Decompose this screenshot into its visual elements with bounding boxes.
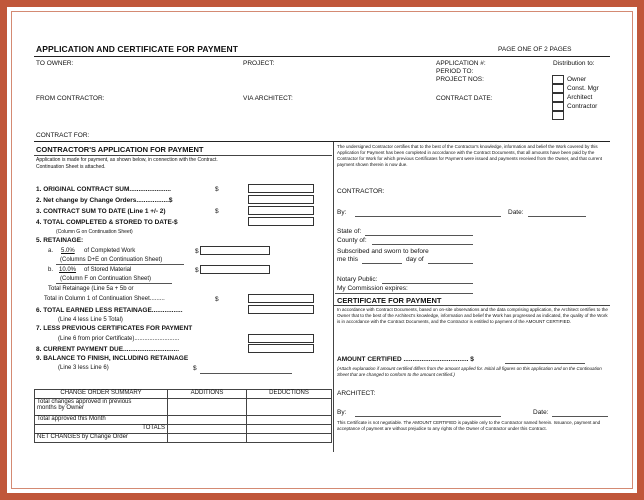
line5b-amount-field[interactable] <box>200 265 270 274</box>
column-divider <box>333 142 334 452</box>
line5-retainage: 5. RETAINAGE: <box>36 237 84 244</box>
net-additions-cell[interactable] <box>168 434 247 443</box>
line9-balance: 9. BALANCE TO FINISH, INCLUDING RETAINAGE <box>36 355 189 362</box>
line2-amount-field[interactable] <box>248 195 314 204</box>
architect-signature-line[interactable] <box>355 416 501 417</box>
line8-amount-field[interactable] <box>248 344 314 353</box>
sworn-month-line[interactable] <box>428 263 473 264</box>
line5b-label: of Stored Material <box>84 267 132 273</box>
change-order-summary-header: CHANGE ORDER SUMMARY <box>35 390 168 399</box>
contract-date-label: CONTRACT DATE: <box>436 95 493 102</box>
line6-amount-field[interactable] <box>248 305 314 314</box>
change-order-table <box>34 389 332 443</box>
change-order-this-month-row <box>35 416 332 425</box>
contract-for-label: CONTRACT FOR: <box>36 132 90 139</box>
distribution-contractor-checkbox[interactable] <box>552 102 564 111</box>
sworn-me-this: me this <box>337 256 358 263</box>
county-of-line[interactable] <box>372 244 473 245</box>
net-changes-label: NET CHANGES by Change Order <box>35 434 168 443</box>
commission-expires-line[interactable] <box>335 293 473 294</box>
certificate-footer-text: This Certificate is not negotiable. The AMOUNT CERTIFIED is payable only to the Contractor named herein. Issuance, payment and acceptance of payment are without prejudice to any rights of the Owner of Contractor under this Contract. <box>337 420 601 431</box>
line3-amount-field[interactable] <box>248 206 314 215</box>
contractor-signature-line[interactable] <box>355 216 501 217</box>
amount-certified-line[interactable] <box>505 363 585 364</box>
line3-dollar: $ <box>215 208 219 215</box>
line4-sub: (Column G on Continuation Sheet) <box>56 229 133 235</box>
sworn-day-of: day of <box>406 256 424 263</box>
project-nos-label: PROJECT NOS: <box>436 76 484 83</box>
distribution-owner-checkbox[interactable] <box>552 75 564 84</box>
from-contractor-label: FROM CONTRACTOR: <box>36 95 105 102</box>
amount-certified-note: (Attach explanation if amount certified differs from the amount applied for. Initial all figures on this application and on the Continuation Sheet that are changed to conform to the amount certified.) <box>337 366 602 377</box>
line6-sub: (Line 4 less Line 5 Total) <box>58 317 123 323</box>
line5-total-label: Total Retainage (Line 5a + 5b or <box>48 286 134 292</box>
line5-total-label2: Total in Column 1 of Continuation Sheet......... <box>44 296 165 302</box>
change-order-previous-row <box>35 399 332 416</box>
line5b-letter: b. <box>48 267 54 273</box>
application-intro-line2: Continuation Sheet is attached. <box>36 164 106 170</box>
line3-contract-sum-to-date: 3. CONTRACT SUM TO DATE (Line 1 +/- 2) <box>36 208 166 215</box>
line5-total-dollar: $ <box>215 296 219 303</box>
change-order-net-row <box>35 434 332 443</box>
period-to-label: PERIOD TO: <box>436 68 474 75</box>
line5b-percent: 10.0% <box>59 267 77 273</box>
line5-total-amount-field[interactable] <box>248 294 314 303</box>
application-intro-line1: Application is made for payment, as shown below, in connection with the Contract. <box>36 157 218 163</box>
line9-dollar: $ <box>193 365 197 372</box>
contractor-date-label: Date: <box>508 209 524 216</box>
architect-label: ARCHITECT: <box>337 390 376 397</box>
line5a-amount-field[interactable] <box>200 246 270 255</box>
notary-public-line[interactable] <box>382 283 473 284</box>
this-month-label: Total approved this Month <box>35 416 168 425</box>
distribution-blank-checkbox[interactable] <box>552 111 564 120</box>
project-label: PROJECT: <box>243 60 275 67</box>
application-number-label: APPLICATION #: <box>436 60 486 67</box>
certificate-body-text: In accordance with Contract Documents, based on on-site observations and the data comprising application, the Architect certifies to the Owner that to the best of the Architect's knowledge, information and belief the Work has progressed as indicated, the quality of the Work is in accordance with the Contract Documents, and the Contractor is entitled to payment of the AMOUNT CERTIFIED. <box>337 307 608 324</box>
form-title: APPLICATION AND CERTIFICATE FOR PAYMENT <box>36 44 239 54</box>
totals-deductions-cell[interactable] <box>247 425 332 434</box>
architect-date-label: Date: <box>533 409 549 416</box>
page-info: PAGE ONE OF 2 PAGES <box>498 46 572 53</box>
distribution-architect-label: Architect <box>567 94 593 101</box>
distribution-const-mgr-checkbox[interactable] <box>552 84 564 93</box>
notary-public-label: Notary Public: <box>337 276 378 283</box>
contractor-certification-text: The undersigned Contractor certifies that to the best of the Contractor's knowledge, information and belief the Work covered by this Application for Payment has been completed in accordance with the Contract Documents, that all amounts have been paid by the Contractor for Work for which previous Certificates for Payment were issued and payments received from the Owner, and that current payment shown therein is now due. <box>337 144 603 167</box>
county-of-label: County of: <box>337 237 367 244</box>
distribution-contractor-label: Contractor <box>567 103 598 110</box>
line5b-sub: (Column F on Continuation Sheet) <box>60 276 152 282</box>
to-owner-label: TO OWNER: <box>36 60 74 67</box>
commission-expires-label: My Commission expires: <box>337 285 408 292</box>
contractor-application-heading: CONTRACTOR'S APPLICATION FOR PAYMENT <box>36 145 204 154</box>
state-of-line[interactable] <box>365 235 473 236</box>
line5a-percent: 5.0% <box>61 248 75 254</box>
line4-total-completed: 4. TOTAL COMPLETED & STORED TO DATE-$ <box>36 219 178 226</box>
line9-sub: (Line 3 less Line 6) <box>58 365 109 371</box>
change-order-previous-label <box>35 399 168 416</box>
change-order-header-row <box>35 390 332 399</box>
contractor-by-label: By: <box>337 209 347 216</box>
certificate-heading-rule <box>334 305 610 306</box>
line7-amount-field[interactable] <box>248 334 314 343</box>
previous-line1: Total changes approved in previous <box>37 399 132 405</box>
line5b-sub-rule <box>56 283 172 284</box>
left-heading-rule <box>34 155 332 156</box>
line1-amount-field[interactable] <box>248 184 314 193</box>
line5a-sub: (Columns D+E on Continuation Sheet) <box>60 257 163 263</box>
contractor-date-line[interactable] <box>528 216 586 217</box>
previous-line2: months by Owner <box>37 405 85 411</box>
sworn-line1: Subscribed and sworn to before <box>337 248 429 255</box>
line2-net-change: 2. Net change by Change Orders..................$ <box>36 197 173 204</box>
distribution-owner-label: Owner <box>567 76 587 83</box>
header-rule <box>34 56 610 57</box>
via-architect-label: VIA ARCHITECT: <box>243 95 293 102</box>
change-order-totals-row <box>35 425 332 434</box>
line8-current-payment: 8. CURRENT PAYMENT DUE............................... <box>36 346 180 353</box>
line4-amount-field[interactable] <box>248 217 314 226</box>
contract-for-rule <box>34 141 610 142</box>
architect-by-label: By: <box>337 409 347 416</box>
line1-dollar: $ <box>215 186 219 193</box>
totals-label: TOTALS <box>35 425 168 434</box>
line5a-sub-rule <box>56 264 184 265</box>
line9-amount-line[interactable] <box>200 373 292 374</box>
net-deductions-cell[interactable] <box>247 434 332 443</box>
line5a-label: of Completed Work <box>84 248 136 254</box>
this-month-deductions-cell[interactable] <box>247 416 332 425</box>
line6-total-earned: 6. TOTAL EARNED LESS RETAINAGE................. <box>36 307 183 314</box>
line5a-dollar: $ <box>195 248 199 255</box>
distribution-architect-checkbox[interactable] <box>552 93 564 102</box>
line1-original-contract-sum: 1. ORIGINAL CONTRACT SUM....................... <box>36 186 171 193</box>
line7-sub: (Line 6 from prior Certificate)........................... <box>58 336 180 342</box>
distribution-const-mgr-label: Const. Mgr <box>567 85 599 92</box>
totals-additions-cell[interactable] <box>168 425 247 434</box>
previous-deductions-cell[interactable] <box>247 399 332 416</box>
line7-less-previous: 7. LESS PREVIOUS CERTIFICATES FOR PAYMENT <box>36 325 193 332</box>
amount-certified-label: AMOUNT CERTIFIED .................................... $ <box>337 356 474 363</box>
sworn-day-line[interactable] <box>362 263 402 264</box>
line5a-letter: a. <box>48 248 54 254</box>
certificate-for-payment-heading: CERTIFICATE FOR PAYMENT <box>337 296 442 305</box>
additions-header: ADDITIONS <box>168 390 247 399</box>
this-month-additions-cell[interactable] <box>168 416 247 425</box>
architect-date-line[interactable] <box>552 416 608 417</box>
state-of-label: State of: <box>337 228 362 235</box>
distribution-to-label: Distribution to: <box>553 60 595 67</box>
contractor-label: CONTRACTOR: <box>337 188 385 195</box>
deductions-header: DEDUCTIONS <box>247 390 332 399</box>
previous-additions-cell[interactable] <box>168 399 247 416</box>
line5b-dollar: $ <box>195 267 199 274</box>
